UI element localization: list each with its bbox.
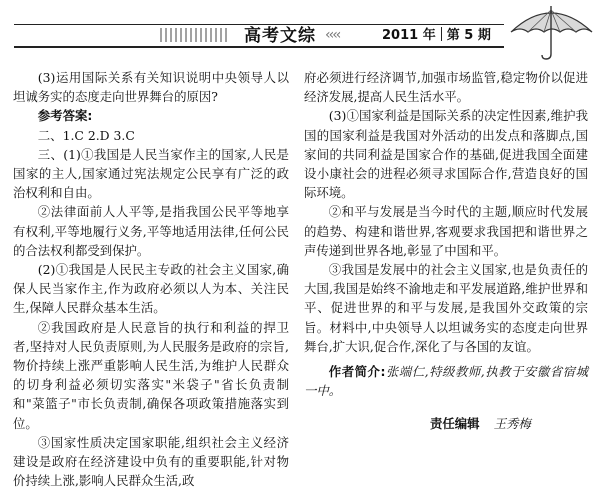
- answer-paragraph: ②和平与发展是当今时代的主题,顺应时代发展的趋势、构建和谐世界,客观要求我国把和谐世界之声传递到世界各地,彰显了中国和平。: [304, 204, 588, 258]
- responsible-editor: [430, 414, 531, 432]
- author-label: 作者简介:: [328, 364, 386, 380]
- editor-label: 责任编辑: [430, 416, 480, 431]
- answer-paragraph: 三、(1)①我国是人民当家作主的国家,人民是国家的主人,国家通过宪法规定公民享有广泛的政治权利和自由。: [13, 146, 289, 201]
- answer-paragraph: (3)①国家利益是国际关系的决定性因素,维护我国的国家利益是我国对外活动的出发点和落脚点,国家间的共同利益是国家合作的基础,促进我国全面建设小康社会的进程必须寻求国际合作,营造良好的国际环境。: [304, 108, 588, 201]
- chevron-decoration-icon: ‹‹‹‹: [325, 27, 340, 43]
- answer-paragraph: ③国家性质决定国家职能,组织社会主义经济建设是政府在经济建设中负有的重要职能,针对物价持续上涨,影响人民群众生活,政: [13, 434, 289, 489]
- answer-paragraph: (2)①我国是人民民主专政的社会主义国家,确保人民当家作主,作为政府必须以人为本、关注民生,保障人民群众基本生活。: [13, 262, 289, 316]
- answer-paragraph: 府必须进行经济调节,加强市场监管,稳定物价以促进经济发展,提高人民生活水平。: [304, 70, 588, 105]
- answer-paragraph: ②法律面前人人平等,是指我国公民平等地享有权利,平等地履行义务,平等地适用法律,任何公民的合法权利都受到保护。: [13, 204, 289, 258]
- issue-year: 2011 年: [382, 28, 436, 43]
- right-column: [304, 68, 588, 400]
- author-bio: [304, 362, 588, 400]
- issue-separator: [441, 27, 442, 41]
- header-decoration: [160, 28, 230, 42]
- editor-name: 王秀梅: [493, 416, 531, 431]
- answer-paragraph: ②我国政府是人民意旨的执行和利益的捍卫者,坚持对人民负责原则,为人民服务是政府的宗旨,物价持续上涨严重影响人民生活,为维护人民群众的切身利益必须切实落实"米袋子"省长负责制和"菜篮子"市长负责制,确保各项政策措施落实到位。: [13, 319, 289, 431]
- left-column: [13, 68, 289, 490]
- answer-heading: 参考答案:: [37, 108, 93, 124]
- umbrella-icon: [506, 2, 596, 60]
- issue-info: [382, 25, 491, 47]
- question-text: (3)运用国际关系有关知识说明中央领导人以坦诚务实的态度走向世界舞台的原因?: [13, 70, 289, 105]
- choice-answers: 二、1.C 2.D 3.C: [37, 127, 135, 143]
- magazine-title: 高考文综: [244, 26, 316, 46]
- author-text: 张端仁,特级教师,执教于安徽省宿城一中。: [304, 364, 588, 399]
- issue-number: 第 5 期: [446, 28, 491, 43]
- answer-paragraph: ③我国是发展中的社会主义国家,也是负责任的大国,我国是始终不渝地走和平发展道路,维护世界和平、促进世界的和平与发展,是我国外交政策的宗旨。材料中,中央领导人以坦诚务实的态度走向世界舞台,扩大识,促合作,深化了与各国的友谊。: [304, 262, 588, 354]
- page-header: [0, 0, 600, 60]
